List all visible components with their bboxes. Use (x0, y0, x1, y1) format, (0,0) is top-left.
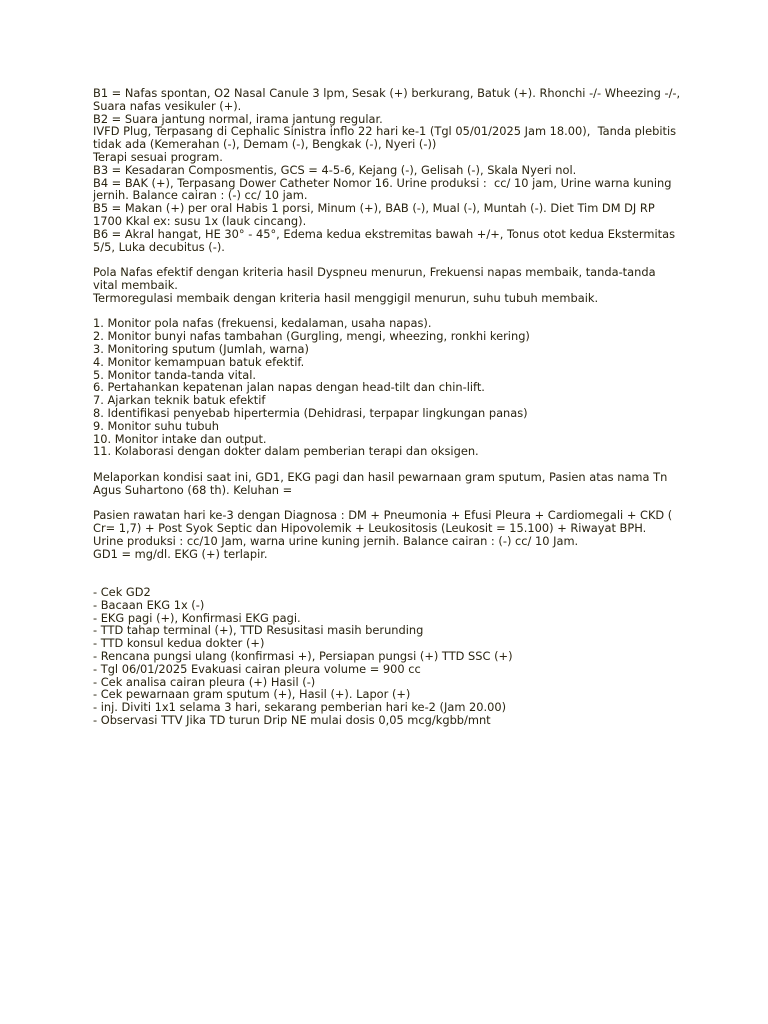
document-page (93, 87, 683, 727)
diagnosis-line: Pasien rawatan hari ke-3 dengan Diagnosa : DM + Pneumonia + Efusi Pleura + Cardiomegali + CKD ( Cr= 1,7) + Post Syok Septic dan Hipovolemik + Leukositosis (Leukosit = 15.100) + Riwayat BPH. (93, 508, 676, 536)
intervention-item: 2. Monitor bunyi nafas tambahan (Gurgling, mengi, wheezing, ronkhi kering) (93, 329, 530, 344)
interventions-list (93, 317, 683, 458)
checklist (93, 586, 683, 727)
urine-line: Urine produksi : cc/10 Jam, warna urine kuning jernih. Balance cairan : (-) cc/ 10 Jam. (93, 533, 579, 548)
assessment-line-b3: B3 = Kesadaran Composmentis, GCS = 4-5-6, Kejang (-), Gelisah (-), Skala Nyeri nol. (93, 162, 577, 177)
checklist-item: - Rencana pungsi ulang (konfirmasi +), Persiapan pungsi (+) TTD SSC (+) (93, 649, 513, 664)
goal-breathing: Pola Nafas efektif dengan kriteria hasil Dyspneu menurun, Frekuensi napas membaik, tanda-tanda vital membaik. (93, 265, 660, 292)
intervention-item: 1. Monitor pola nafas (frekuensi, kedalaman, usaha napas). (93, 316, 432, 331)
intervention-item: 10. Monitor intake dan output. (93, 431, 267, 446)
intervention-item: 5. Monitor tanda-tanda vital. (93, 367, 257, 382)
assessment-line-b2: B2 = Suara jantung normal, irama jantung regular. (93, 111, 383, 126)
checklist-item: - TTD konsul kedua dokter (+) (93, 636, 265, 651)
assessment-section (93, 87, 683, 253)
goals-section (93, 266, 683, 304)
checklist-item: - EKG pagi (+), Konfirmasi EKG pagi. (93, 610, 301, 625)
assessment-line-b4: B4 = BAK (+), Terpasang Dower Catheter Nomor 16. Urine produksi : cc/ 10 jam, Urine warna kuning jernih. Balance cairan : (-) cc/ 10 jam. (93, 175, 676, 203)
checklist-item: - Cek pewarnaan gram sputum (+), Hasil (+). Lapor (+) (93, 687, 411, 702)
checklist-item: - Observasi TTV Jika TD turun Drip NE mulai dosis 0,05 mcg/kgbb/mnt (93, 713, 491, 728)
diagnosis-section (93, 509, 683, 560)
spacer (93, 458, 683, 471)
checklist-item: - TTD tahap terminal (+), TTD Resusitasi masih berunding (93, 623, 424, 638)
intervention-item: 8. Identifikasi penyebab hipertermia (Dehidrasi, terpapar lingkungan panas) (93, 405, 528, 420)
report-section (93, 471, 683, 497)
assessment-line-therapy: Terapi sesuai program. (93, 149, 223, 164)
checklist-item: - Tgl 06/01/2025 Evakuasi cairan pleura volume = 900 cc (93, 661, 421, 676)
intervention-item: 4. Monitor kemampuan batuk efektif. (93, 354, 305, 369)
checklist-item: - inj. Diviti 1x1 selama 3 hari, sekarang pemberian hari ke-2 (Jam 20.00) (93, 700, 507, 715)
assessment-line-b1: B1 = Nafas spontan, O2 Nasal Canule 3 lpm, Sesak (+) berkurang, Batuk (+). Rhonchi -/- Wheezing -/-, Suara nafas vesikuler (+). (93, 86, 684, 113)
assessment-line-b6: B6 = Akral hangat, HE 30° - 45°, Edema kedua ekstremitas bawah +/+, Tonus otot kedua Ekstermitas 5/5, Luka decubitus (-). (93, 226, 679, 254)
checklist-item: - Cek analisa cairan pleura (+) Hasil (-) (93, 674, 316, 689)
goal-thermoregulation: Termoregulasi membaik dengan kriteria hasil menggigil menurun, suhu tubuh membaik. (93, 290, 599, 305)
intervention-item: 3. Monitoring sputum (Jumlah, warna) (93, 341, 309, 356)
intervention-item: 11. Kolaborasi dengan dokter dalam pemberian terapi dan oksigen. (93, 444, 479, 459)
gd1-line: GD1 = mg/dl. EKG (+) terlapir. (93, 546, 268, 561)
intervention-item: 9. Monitor suhu tubuh (93, 418, 219, 433)
intervention-item: 6. Pertahankan kepatenan jalan napas dengan head-tilt dan chin-lift. (93, 380, 485, 395)
assessment-line-ivfd: IVFD Plug, Terpasang di Cephalic Sinistra inflo 22 hari ke-1 (Tgl 05/01/2025 Jam 18.00), Tanda plebitis tidak ada (Kemerahan (-), Demam (-), Bengkak (-), Nyeri (-)) (93, 124, 680, 152)
report-line: Melaporkan kondisi saat ini, GD1, EKG pagi dan hasil pewarnaan gram sputum, Pasien atas nama Tn Agus Suhartono (68 th). Keluhan = (93, 469, 671, 497)
checklist-item: - Bacaan EKG 1x (-) (93, 597, 205, 612)
spacer (93, 560, 683, 586)
intervention-item: 7. Ajarkan teknik batuk efektif (93, 393, 266, 408)
checklist-item: - Cek GD2 (93, 585, 151, 600)
assessment-line-b5: B5 = Makan (+) per oral Habis 1 porsi, Minum (+), BAB (-), Mual (-), Muntah (-). Diet Tim DM DJ RP 1700 Kkal ex: susu 1x (lauk cincang). (93, 201, 659, 228)
